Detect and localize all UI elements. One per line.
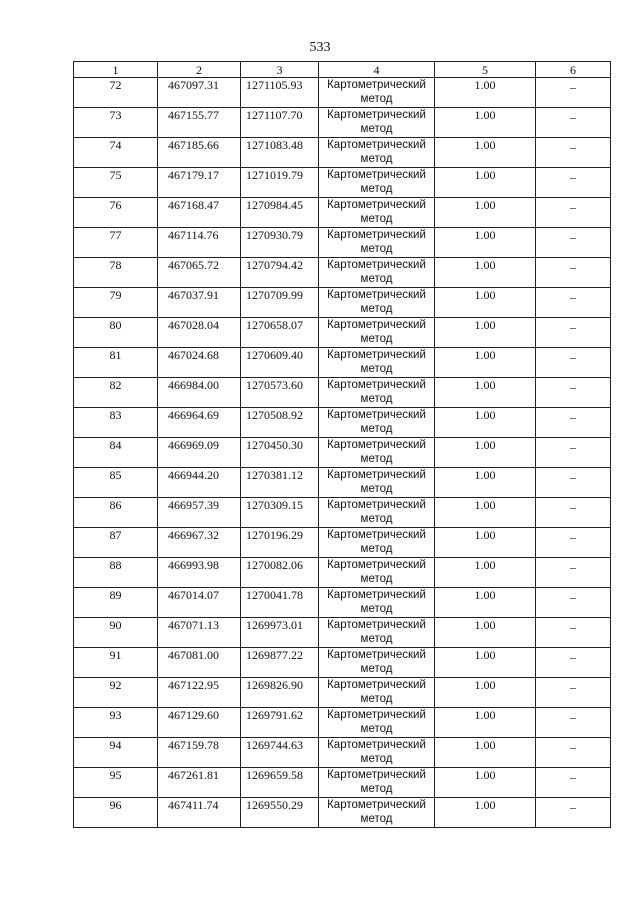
accuracy-cell: 1.00 bbox=[435, 318, 536, 348]
method-cell: Картометрический метод bbox=[319, 798, 435, 828]
y-coordinate-cell: 1269791.62 bbox=[241, 708, 319, 738]
note-cell: – bbox=[536, 78, 611, 108]
accuracy-cell: 1.00 bbox=[435, 708, 536, 738]
method-cell: Картометрический метод bbox=[319, 678, 435, 708]
table-row bbox=[74, 138, 611, 168]
x-coordinate-cell: 466967.32 bbox=[158, 528, 241, 558]
note-cell: – bbox=[536, 498, 611, 528]
note-cell: – bbox=[536, 558, 611, 588]
table-row bbox=[74, 618, 611, 648]
method-cell: Картометрический метод bbox=[319, 108, 435, 138]
table-row bbox=[74, 678, 611, 708]
point-number-cell: 74 bbox=[74, 138, 158, 168]
table-row bbox=[74, 258, 611, 288]
accuracy-cell: 1.00 bbox=[435, 228, 536, 258]
point-number-cell: 90 bbox=[74, 618, 158, 648]
y-coordinate-cell: 1270573.60 bbox=[241, 378, 319, 408]
table-row bbox=[74, 648, 611, 678]
table-row bbox=[74, 408, 611, 438]
x-coordinate-cell: 467122.95 bbox=[158, 678, 241, 708]
accuracy-cell: 1.00 bbox=[435, 198, 536, 228]
method-cell: Картометрический метод bbox=[319, 138, 435, 168]
table-row bbox=[74, 318, 611, 348]
table-row bbox=[74, 798, 611, 828]
accuracy-cell: 1.00 bbox=[435, 468, 536, 498]
table-header-row bbox=[74, 62, 611, 78]
accuracy-cell: 1.00 bbox=[435, 288, 536, 318]
method-cell: Картометрический метод bbox=[319, 348, 435, 378]
y-coordinate-cell: 1270930.79 bbox=[241, 228, 319, 258]
accuracy-cell: 1.00 bbox=[435, 528, 536, 558]
method-cell: Картометрический метод bbox=[319, 78, 435, 108]
note-cell: – bbox=[536, 438, 611, 468]
x-coordinate-cell: 467081.00 bbox=[158, 648, 241, 678]
y-coordinate-cell: 1271019.79 bbox=[241, 168, 319, 198]
method-cell: Картометрический метод bbox=[319, 708, 435, 738]
note-cell: – bbox=[536, 738, 611, 768]
column-header: 2 bbox=[158, 62, 241, 78]
x-coordinate-cell: 467159.78 bbox=[158, 738, 241, 768]
accuracy-cell: 1.00 bbox=[435, 558, 536, 588]
accuracy-cell: 1.00 bbox=[435, 678, 536, 708]
point-number-cell: 93 bbox=[74, 708, 158, 738]
point-number-cell: 82 bbox=[74, 378, 158, 408]
method-cell: Картометрический метод bbox=[319, 648, 435, 678]
y-coordinate-cell: 1270794.42 bbox=[241, 258, 319, 288]
note-cell: – bbox=[536, 588, 611, 618]
y-coordinate-cell: 1270450.30 bbox=[241, 438, 319, 468]
point-number-cell: 95 bbox=[74, 768, 158, 798]
table-row bbox=[74, 78, 611, 108]
method-cell: Картометрический метод bbox=[319, 198, 435, 228]
table-row bbox=[74, 528, 611, 558]
method-cell: Картометрический метод bbox=[319, 168, 435, 198]
accuracy-cell: 1.00 bbox=[435, 618, 536, 648]
x-coordinate-cell: 466957.39 bbox=[158, 498, 241, 528]
accuracy-cell: 1.00 bbox=[435, 348, 536, 378]
table-row bbox=[74, 438, 611, 468]
note-cell: – bbox=[536, 768, 611, 798]
method-cell: Картометрический метод bbox=[319, 378, 435, 408]
y-coordinate-cell: 1269550.29 bbox=[241, 798, 319, 828]
table-row bbox=[74, 108, 611, 138]
x-coordinate-cell: 467071.13 bbox=[158, 618, 241, 648]
point-number-cell: 86 bbox=[74, 498, 158, 528]
x-coordinate-cell: 467129.60 bbox=[158, 708, 241, 738]
x-coordinate-cell: 467037.91 bbox=[158, 288, 241, 318]
x-coordinate-cell: 466964.69 bbox=[158, 408, 241, 438]
note-cell: – bbox=[536, 528, 611, 558]
y-coordinate-cell: 1271107.70 bbox=[241, 108, 319, 138]
page-number: 533 bbox=[309, 40, 331, 55]
x-coordinate-cell: 466984.00 bbox=[158, 378, 241, 408]
table-row bbox=[74, 498, 611, 528]
accuracy-cell: 1.00 bbox=[435, 78, 536, 108]
table-row bbox=[74, 468, 611, 498]
y-coordinate-cell: 1271083.48 bbox=[241, 138, 319, 168]
point-number-cell: 75 bbox=[74, 168, 158, 198]
note-cell: – bbox=[536, 168, 611, 198]
point-number-cell: 81 bbox=[74, 348, 158, 378]
point-number-cell: 79 bbox=[74, 288, 158, 318]
x-coordinate-cell: 467097.31 bbox=[158, 78, 241, 108]
method-cell: Картометрический метод bbox=[319, 438, 435, 468]
point-number-cell: 85 bbox=[74, 468, 158, 498]
x-coordinate-cell: 467114.76 bbox=[158, 228, 241, 258]
method-cell: Картометрический метод bbox=[319, 528, 435, 558]
method-cell: Картометрический метод bbox=[319, 258, 435, 288]
x-coordinate-cell: 467179.17 bbox=[158, 168, 241, 198]
point-number-cell: 80 bbox=[74, 318, 158, 348]
method-cell: Картометрический метод bbox=[319, 558, 435, 588]
column-header: 1 bbox=[74, 62, 158, 78]
accuracy-cell: 1.00 bbox=[435, 798, 536, 828]
method-cell: Картометрический метод bbox=[319, 228, 435, 258]
point-number-cell: 83 bbox=[74, 408, 158, 438]
y-coordinate-cell: 1270082.06 bbox=[241, 558, 319, 588]
accuracy-cell: 1.00 bbox=[435, 408, 536, 438]
x-coordinate-cell: 467261.81 bbox=[158, 768, 241, 798]
table-row bbox=[74, 198, 611, 228]
x-coordinate-cell: 467411.74 bbox=[158, 798, 241, 828]
column-header: 5 bbox=[435, 62, 536, 78]
point-number-cell: 92 bbox=[74, 678, 158, 708]
point-number-cell: 87 bbox=[74, 528, 158, 558]
note-cell: – bbox=[536, 108, 611, 138]
point-number-cell: 78 bbox=[74, 258, 158, 288]
note-cell: – bbox=[536, 318, 611, 348]
x-coordinate-cell: 467155.77 bbox=[158, 108, 241, 138]
note-cell: – bbox=[536, 708, 611, 738]
point-number-cell: 96 bbox=[74, 798, 158, 828]
note-cell: – bbox=[536, 408, 611, 438]
table-row bbox=[74, 168, 611, 198]
y-coordinate-cell: 1269744.63 bbox=[241, 738, 319, 768]
accuracy-cell: 1.00 bbox=[435, 378, 536, 408]
method-cell: Картометрический метод bbox=[319, 588, 435, 618]
note-cell: – bbox=[536, 798, 611, 828]
coordinates-table bbox=[73, 61, 611, 828]
note-cell: – bbox=[536, 228, 611, 258]
method-cell: Картометрический метод bbox=[319, 498, 435, 528]
y-coordinate-cell: 1270709.99 bbox=[241, 288, 319, 318]
accuracy-cell: 1.00 bbox=[435, 768, 536, 798]
table-row bbox=[74, 348, 611, 378]
note-cell: – bbox=[536, 618, 611, 648]
y-coordinate-cell: 1270309.15 bbox=[241, 498, 319, 528]
note-cell: – bbox=[536, 138, 611, 168]
y-coordinate-cell: 1269877.22 bbox=[241, 648, 319, 678]
note-cell: – bbox=[536, 258, 611, 288]
note-cell: – bbox=[536, 678, 611, 708]
accuracy-cell: 1.00 bbox=[435, 738, 536, 768]
table-row bbox=[74, 738, 611, 768]
accuracy-cell: 1.00 bbox=[435, 108, 536, 138]
y-coordinate-cell: 1269826.90 bbox=[241, 678, 319, 708]
x-coordinate-cell: 466969.09 bbox=[158, 438, 241, 468]
accuracy-cell: 1.00 bbox=[435, 588, 536, 618]
y-coordinate-cell: 1270984.45 bbox=[241, 198, 319, 228]
x-coordinate-cell: 467028.04 bbox=[158, 318, 241, 348]
column-header: 6 bbox=[536, 62, 611, 78]
point-number-cell: 88 bbox=[74, 558, 158, 588]
point-number-cell: 77 bbox=[74, 228, 158, 258]
column-header: 4 bbox=[319, 62, 435, 78]
point-number-cell: 73 bbox=[74, 108, 158, 138]
point-number-cell: 91 bbox=[74, 648, 158, 678]
note-cell: – bbox=[536, 288, 611, 318]
method-cell: Картометрический метод bbox=[319, 408, 435, 438]
method-cell: Картометрический метод bbox=[319, 468, 435, 498]
y-coordinate-cell: 1269973.01 bbox=[241, 618, 319, 648]
y-coordinate-cell: 1270609.40 bbox=[241, 348, 319, 378]
accuracy-cell: 1.00 bbox=[435, 168, 536, 198]
method-cell: Картометрический метод bbox=[319, 768, 435, 798]
note-cell: – bbox=[536, 198, 611, 228]
y-coordinate-cell: 1270041.78 bbox=[241, 588, 319, 618]
accuracy-cell: 1.00 bbox=[435, 498, 536, 528]
y-coordinate-cell: 1270508.92 bbox=[241, 408, 319, 438]
point-number-cell: 72 bbox=[74, 78, 158, 108]
method-cell: Картометрический метод bbox=[319, 738, 435, 768]
table-row bbox=[74, 768, 611, 798]
note-cell: – bbox=[536, 378, 611, 408]
note-cell: – bbox=[536, 348, 611, 378]
column-header: 3 bbox=[241, 62, 319, 78]
accuracy-cell: 1.00 bbox=[435, 648, 536, 678]
note-cell: – bbox=[536, 468, 611, 498]
point-number-cell: 94 bbox=[74, 738, 158, 768]
method-cell: Картометрический метод bbox=[319, 288, 435, 318]
y-coordinate-cell: 1270381.12 bbox=[241, 468, 319, 498]
table-row bbox=[74, 708, 611, 738]
x-coordinate-cell: 466993.98 bbox=[158, 558, 241, 588]
method-cell: Картометрический метод bbox=[319, 318, 435, 348]
y-coordinate-cell: 1270658.07 bbox=[241, 318, 319, 348]
table-row bbox=[74, 288, 611, 318]
x-coordinate-cell: 467024.68 bbox=[158, 348, 241, 378]
accuracy-cell: 1.00 bbox=[435, 438, 536, 468]
y-coordinate-cell: 1270196.29 bbox=[241, 528, 319, 558]
x-coordinate-cell: 467014.07 bbox=[158, 588, 241, 618]
accuracy-cell: 1.00 bbox=[435, 258, 536, 288]
point-number-cell: 89 bbox=[74, 588, 158, 618]
table-row bbox=[74, 588, 611, 618]
accuracy-cell: 1.00 bbox=[435, 138, 536, 168]
x-coordinate-cell: 466944.20 bbox=[158, 468, 241, 498]
y-coordinate-cell: 1271105.93 bbox=[241, 78, 319, 108]
method-cell: Картометрический метод bbox=[319, 618, 435, 648]
y-coordinate-cell: 1269659.58 bbox=[241, 768, 319, 798]
note-cell: – bbox=[536, 648, 611, 678]
x-coordinate-cell: 467065.72 bbox=[158, 258, 241, 288]
x-coordinate-cell: 467168.47 bbox=[158, 198, 241, 228]
table-row bbox=[74, 228, 611, 258]
point-number-cell: 76 bbox=[74, 198, 158, 228]
table-row bbox=[74, 378, 611, 408]
x-coordinate-cell: 467185.66 bbox=[158, 138, 241, 168]
point-number-cell: 84 bbox=[74, 438, 158, 468]
table-row bbox=[74, 558, 611, 588]
